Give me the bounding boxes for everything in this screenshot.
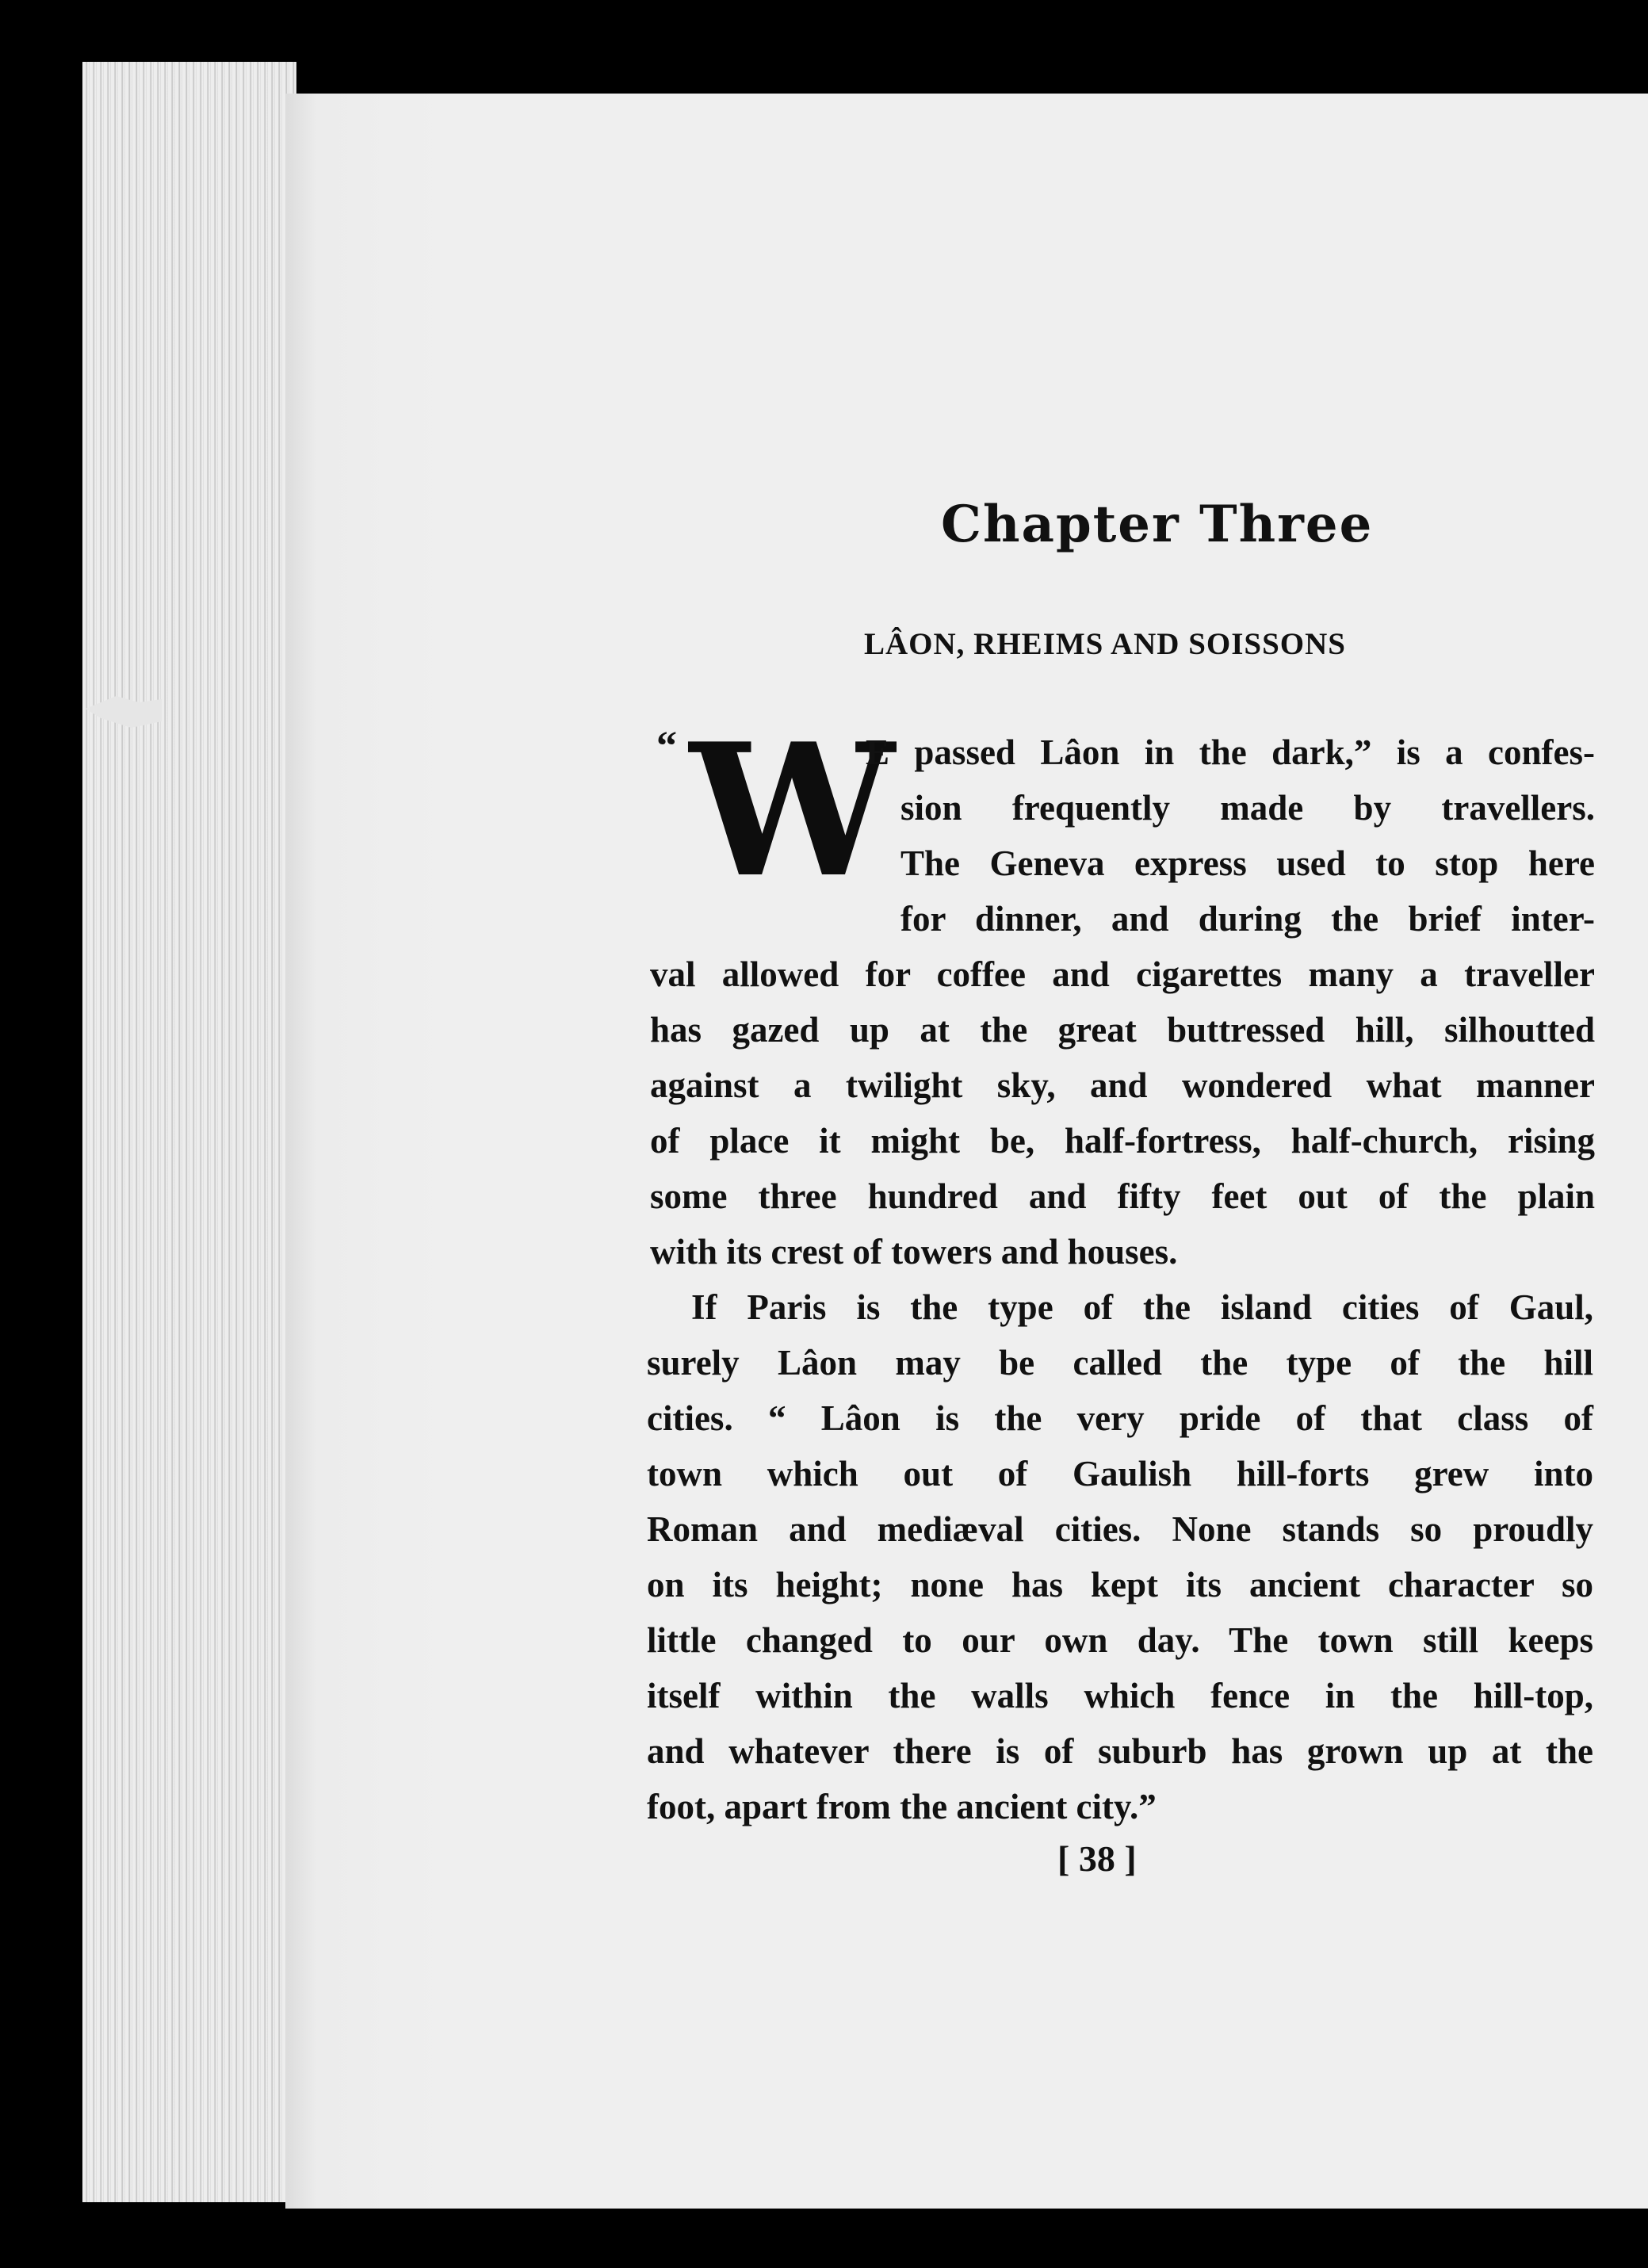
book-page-edges	[82, 62, 296, 2202]
text-line: val allowed for coffee and cigarettes many a traveller	[650, 954, 1595, 994]
text-line: surely Lâon may be called the type of the hill	[647, 1343, 1593, 1383]
drop-cap-letter: W	[690, 704, 895, 918]
text-line: E passed Lâon in the dark,” is a confes-	[866, 732, 1595, 772]
text-line: foot, apart from the ancient city.”	[647, 1787, 1157, 1826]
text-line: on its height; none has kept its ancient character so	[647, 1565, 1593, 1604]
text-line: itself within the walls which fence in the hill-top,	[647, 1676, 1593, 1715]
chapter-subtitle: LÂON, RHEIMS AND SOISSONS	[864, 627, 1346, 661]
text-line: Roman and mediæval cities. None stands so proudly	[647, 1509, 1593, 1549]
text-line: for dinner, and during the brief inter-	[900, 899, 1595, 939]
text-line: with its crest of towers and houses.	[650, 1232, 1178, 1272]
text-line: little changed to our own day. The town still keeps	[647, 1620, 1593, 1660]
text-line: against a twilight sky, and wondered what manner	[650, 1065, 1595, 1105]
opening-quote-mark: “	[656, 724, 677, 769]
text-line: The Geneva express used to stop here	[900, 843, 1595, 883]
text-line: If Paris is the type of the island cities of Gaul,	[691, 1287, 1593, 1327]
text-line: and whatever there is of suburb has grown up at the	[647, 1731, 1593, 1771]
text-line: some three hundred and fifty feet out of the plain	[650, 1176, 1595, 1216]
text-line: of place it might be, half-fortress, half-church, rising	[650, 1121, 1595, 1161]
text-line: cities. “ Lâon is the very pride of that class of	[647, 1398, 1593, 1438]
text-line: town which out of Gaulish hill-forts grew into	[647, 1454, 1593, 1494]
page-number: [ 38 ]	[1057, 1838, 1137, 1879]
chapter-title: Chapter Three	[941, 495, 1374, 554]
text-line: sion frequently made by travellers.	[900, 788, 1595, 828]
text-line: has gazed up at the great buttressed hill, silhoutted	[650, 1010, 1595, 1050]
